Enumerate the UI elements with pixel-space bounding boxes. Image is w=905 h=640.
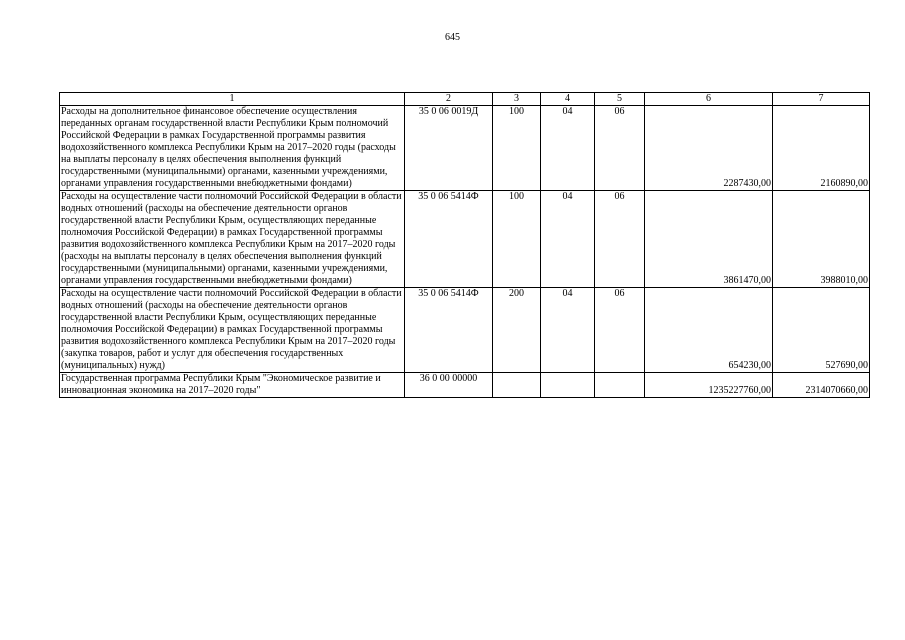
page-number: 645 bbox=[445, 32, 460, 43]
budget-table bbox=[59, 92, 870, 398]
row-amount: 3988010,00 bbox=[773, 191, 870, 288]
row-amount: 3861470,00 bbox=[645, 191, 773, 288]
table-row bbox=[60, 191, 870, 288]
column-header: 3 bbox=[493, 93, 541, 106]
column-header: 5 bbox=[595, 93, 645, 106]
row-description: Государственная программа Республики Крым "Экономическое развитие и инновационная экономика на 2017–2020 годы" bbox=[60, 373, 405, 398]
row-cell bbox=[541, 373, 595, 398]
table-row bbox=[60, 288, 870, 373]
row-code: 35 0 06 5414Ф bbox=[405, 288, 493, 373]
column-header: 4 bbox=[541, 93, 595, 106]
row-amount: 654230,00 bbox=[645, 288, 773, 373]
column-header: 6 bbox=[645, 93, 773, 106]
table-header-row bbox=[60, 93, 870, 106]
row-cell: 04 bbox=[541, 288, 595, 373]
table-row bbox=[60, 106, 870, 191]
row-amount: 2160890,00 bbox=[773, 106, 870, 191]
column-header: 1 bbox=[60, 93, 405, 106]
column-header: 7 bbox=[773, 93, 870, 106]
row-description: Расходы на осуществление части полномочий Российской Федерации в области водных отношений (расходы на обеспечение деятельности органов государственной власти Республики Крым, осуществляющих переданные полномочия Российской Федерации) в рамках Государственной программы развития водохозяйственного комплекса Республики Крым на 2017–2020 годы (расходы на выплаты персоналу в целях обеспечения выполнения функций государственными (муниципальными) органами, казенными учреждениями, органами управления государственными внебюджетными фондами) bbox=[60, 191, 405, 288]
row-cell: 100 bbox=[493, 106, 541, 191]
row-cell: 100 bbox=[493, 191, 541, 288]
table-row bbox=[60, 373, 870, 398]
row-amount: 2314070660,00 bbox=[773, 373, 870, 398]
row-cell: 06 bbox=[595, 106, 645, 191]
row-cell: 04 bbox=[541, 191, 595, 288]
row-code: 36 0 00 00000 bbox=[405, 373, 493, 398]
column-header: 2 bbox=[405, 93, 493, 106]
row-amount: 2287430,00 bbox=[645, 106, 773, 191]
row-cell bbox=[595, 373, 645, 398]
row-code: 35 0 06 5414Ф bbox=[405, 191, 493, 288]
row-cell: 06 bbox=[595, 288, 645, 373]
row-amount: 1235227760,00 bbox=[645, 373, 773, 398]
row-cell: 04 bbox=[541, 106, 595, 191]
row-cell bbox=[493, 373, 541, 398]
row-cell: 06 bbox=[595, 191, 645, 288]
row-amount: 527690,00 bbox=[773, 288, 870, 373]
row-code: 35 0 06 0019Д bbox=[405, 106, 493, 191]
row-description: Расходы на дополнительное финансовое обеспечение осуществления переданных органам государственной власти Республики Крым полномочий Российской Федерации в рамках Государственной программы развития водохозяйственного комплекса Республики Крым на 2017–2020 годы (расходы на выплаты персоналу в целях обеспечения выполнения функций государственными (муниципальными) органами, казенными учреждениями, органами управления государственными внебюджетными фондами) bbox=[60, 106, 405, 191]
row-cell: 200 bbox=[493, 288, 541, 373]
row-description: Расходы на осуществление части полномочий Российской Федерации в области водных отношений (расходы на обеспечение деятельности органов государственной власти Республики Крым, осуществляющих переданные полномочия Российской Федерации) в рамках Государственной программы развития водохозяйственного комплекса Республики Крым на 2017–2020 годы (закупка товаров, работ и услуг для обеспечения государственных (муниципальных) нужд) bbox=[60, 288, 405, 373]
